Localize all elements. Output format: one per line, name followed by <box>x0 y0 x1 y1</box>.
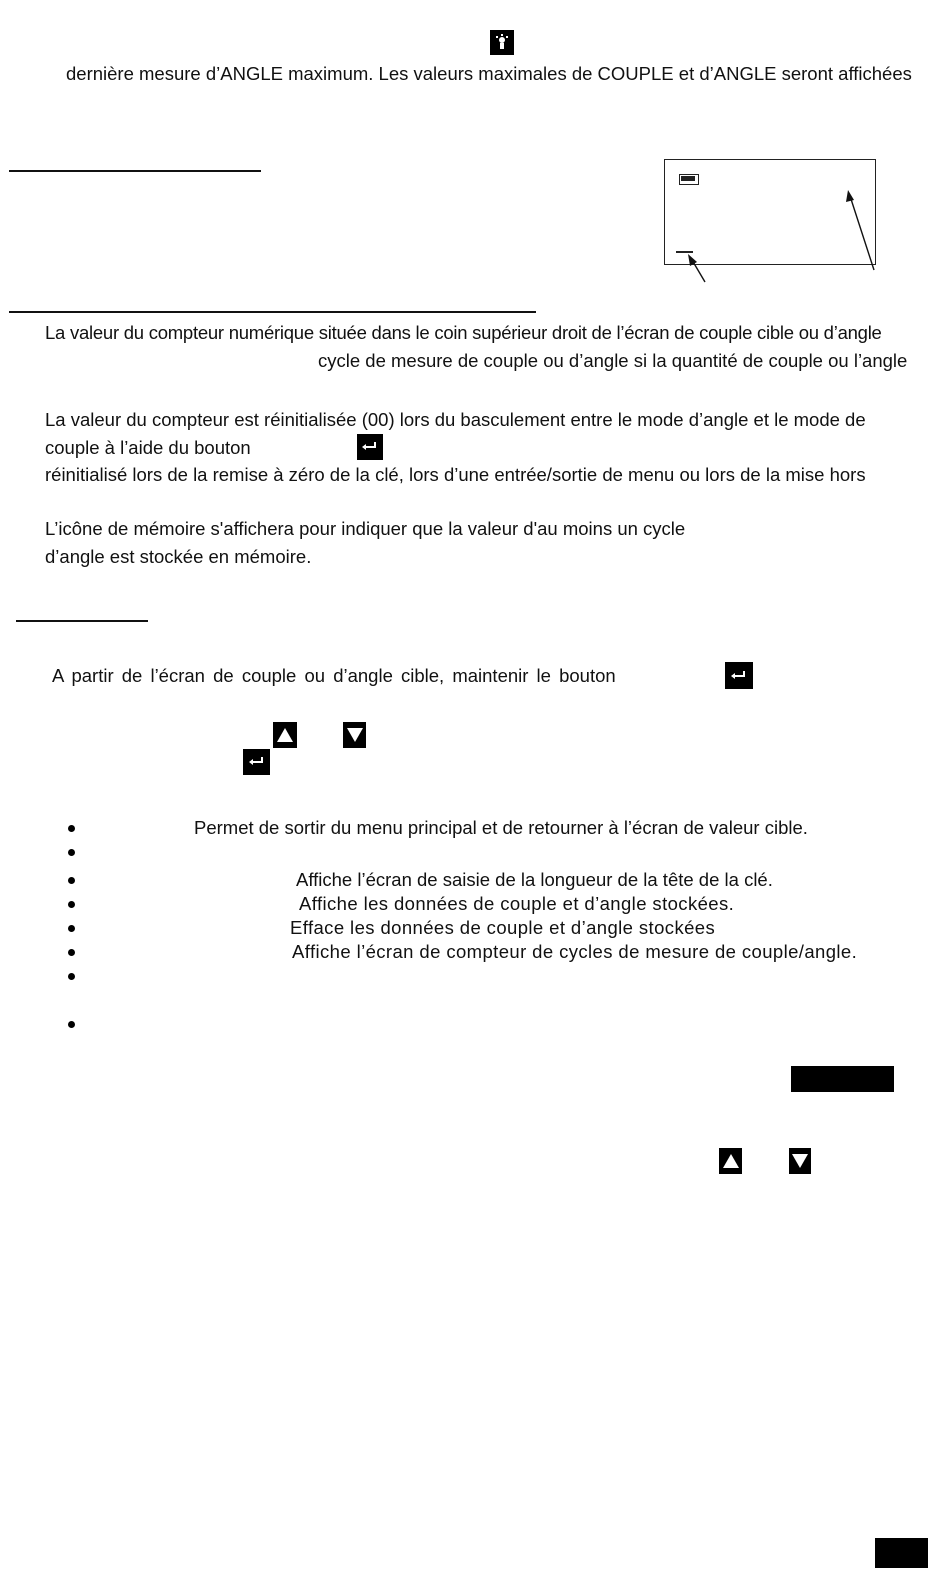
callout-arrows <box>660 180 890 290</box>
intro-line: dernière mesure d’ANGLE maximum. Les valeurs maximales de COUPLE et d’ANGLE seront affichées <box>66 63 912 84</box>
menu-item: Affiche les données de couple et d’angle stockées. <box>299 893 735 914</box>
flashlight-icon <box>490 30 514 55</box>
counter-paragraph-line: La valeur du compteur est réinitialisée (00) lors du basculement entre le mode d’angle et le mode de <box>45 409 866 430</box>
memory-paragraph-line: d’angle est stockée en mémoire. <box>45 546 312 567</box>
menu-item: Affiche l’écran de compteur de cycles de mesure de couple/angle. <box>292 941 858 962</box>
memory-paragraph-line: L’icône de mémoire s'affichera pour indiquer que la valeur d'au moins un cycle <box>45 518 686 539</box>
section-heading-rule <box>16 620 148 622</box>
down-arrow-key-icon <box>789 1148 811 1174</box>
section-heading-rule <box>9 311 536 313</box>
up-arrow-key-icon <box>273 722 297 748</box>
counter-paragraph-line: cycle de mesure de couple ou d’angle si la quantité de couple ou l’angle <box>318 350 908 371</box>
list-bullet <box>68 825 75 832</box>
counter-paragraph-line: couple à l’aide du bouton <box>45 437 251 458</box>
list-bullet <box>68 925 75 932</box>
counter-paragraph-line: réinitialisé lors de la remise à zéro de la clé, lors d’une entrée/sortie de menu ou lors de la mise hors <box>45 464 866 485</box>
list-bullet <box>68 849 75 856</box>
section-heading-rule <box>9 170 261 172</box>
enter-key-icon <box>243 749 270 775</box>
list-bullet <box>68 901 75 908</box>
menu-item: Efface les données de couple et d’angle stockées <box>290 917 716 938</box>
menu-intro-line: A partir de l’écran de couple ou d’angle cible, maintenir le bouton <box>52 665 616 686</box>
list-bullet <box>68 1021 75 1028</box>
list-bullet <box>68 949 75 956</box>
list-bullet <box>68 973 75 980</box>
down-arrow-key-icon <box>343 722 366 748</box>
up-arrow-key-icon <box>719 1148 742 1174</box>
page-number-block <box>875 1538 928 1568</box>
enter-key-icon <box>357 434 383 460</box>
enter-key-icon <box>725 662 753 689</box>
counter-paragraph-line: La valeur du compteur numérique située dans le coin supérieur droit de l’écran de couple cible ou d’angle <box>45 322 882 343</box>
list-bullet <box>68 877 75 884</box>
black-bar <box>791 1066 894 1092</box>
menu-item: Permet de sortir du menu principal et de retourner à l’écran de valeur cible. <box>194 817 808 838</box>
menu-item: Affiche l’écran de saisie de la longueur de la tête de la clé. <box>296 869 773 890</box>
